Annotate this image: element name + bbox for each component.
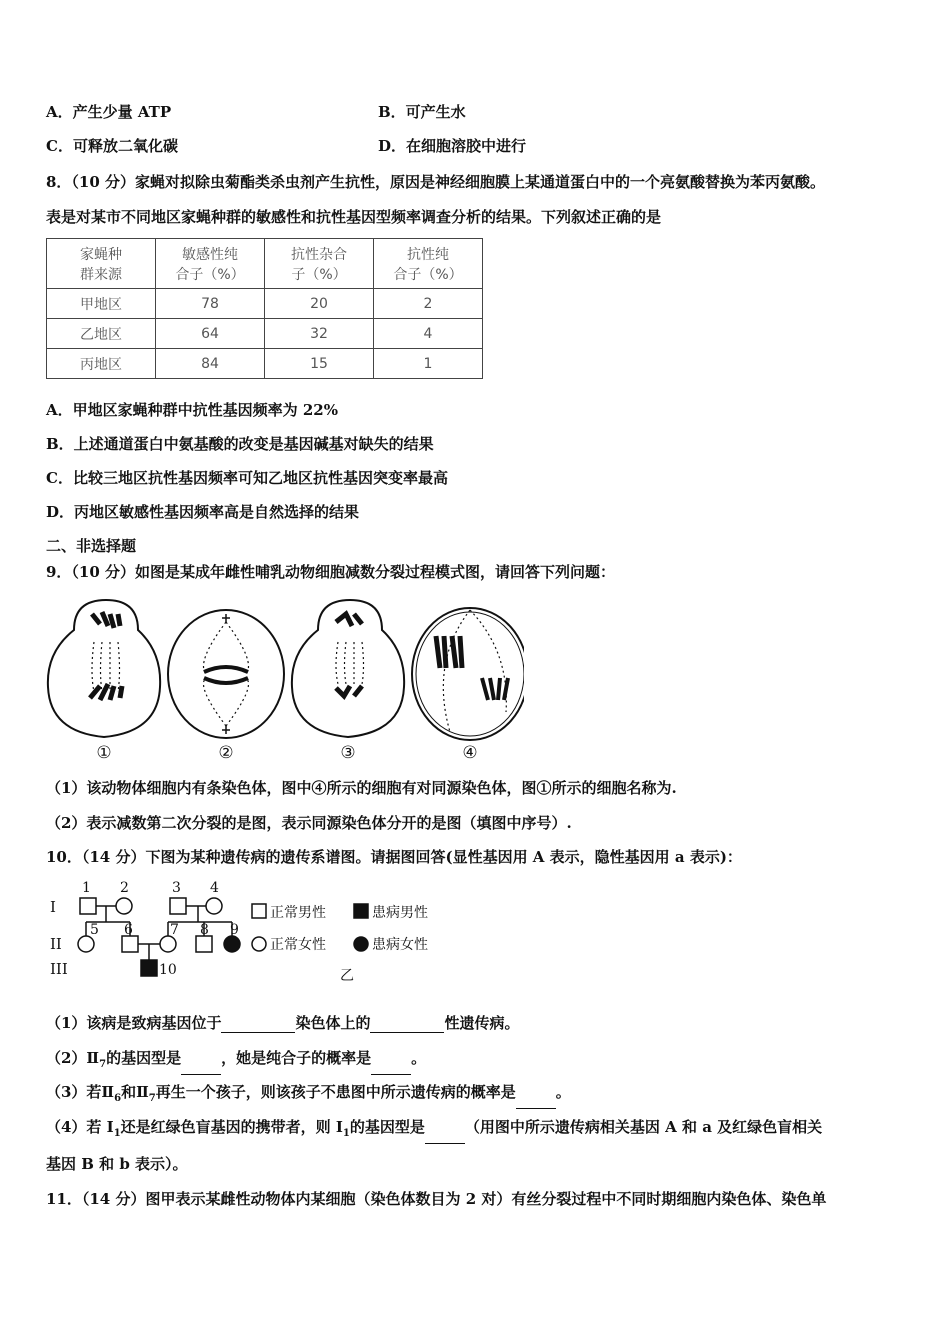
- table-cell: 乙地区: [47, 319, 156, 349]
- q9-sub2: （2）表示减数第二次分裂的是图，表示同源染色体分开的是图（填图中序号）.: [46, 814, 572, 832]
- q10-sub3: （3）若$Ⅱ_6$和$Ⅱ_7$再生一个孩子，则该孩子不患图中所示遗传病的概率是 。: [46, 1082, 571, 1109]
- q10-stem: 10．（14 分）下图为某种遗传病的遗传系谱图。请据图回答(显性基因用 A 表示，隐性基因用 a 表示)：: [46, 848, 742, 866]
- table-row: [47, 289, 483, 319]
- q10-sub4-line2: 基因 B 和 b 表示）。: [46, 1155, 188, 1173]
- q10-sub4-line1: （4）若 $I_1$还是红绿色盲基因的携带者，则 $I_1$的基因型是 （用图中所示遗传病相关基因 A 和 a 及红绿色盲相关: [46, 1117, 822, 1144]
- individual-1: 1: [82, 880, 91, 896]
- table-header-sensitive: 敏感性纯 合子（%）: [156, 239, 265, 289]
- q7-option-b: B．可产生水: [378, 103, 466, 121]
- section-heading: 二、非选择题: [46, 537, 137, 555]
- table-cell: 甲地区: [47, 289, 156, 319]
- cell-label-3: ③: [340, 743, 356, 763]
- generation-II: II: [50, 935, 62, 953]
- table-header-heterozygous: 抗性杂合 子（%）: [265, 239, 374, 289]
- q8-stem-line1: 8．（10 分）家蝇对拟除虫菊酯类杀虫剂产生抗性，原因是神经细胞膜上某通道蛋白中的一个亮氨酸替换为苯丙氨酸。: [46, 173, 826, 191]
- individual-5: 5: [90, 922, 99, 938]
- table-header-source: 家蝇种 群来源: [47, 239, 156, 289]
- q7-option-c: C．可释放二氧化碳: [46, 137, 178, 155]
- individual-3: 3: [172, 880, 181, 896]
- legend-normal-male: 正常男性: [270, 905, 326, 921]
- individual-10: 10: [159, 962, 177, 978]
- legend-normal-female: 正常女性: [270, 937, 326, 953]
- q8-option-d: D．丙地区敏感性基因频率高是自然选择的结果: [46, 503, 360, 521]
- figure-label: 乙: [340, 968, 354, 984]
- table-cell: 4: [374, 319, 483, 349]
- table-cell: 2: [374, 289, 483, 319]
- individual-6: 6: [124, 922, 133, 938]
- q11-stem: 11．（14 分）图甲表示某雌性动物体内某细胞（染色体数目为 2 对）有丝分裂过程中不同时期细胞内染色体、染色单: [46, 1190, 827, 1208]
- q8-option-c: C．比较三地区抗性基因频率可知乙地区抗性基因突变率最高: [46, 469, 448, 487]
- table-header-resistant: 抗性纯 合子（%）: [374, 239, 483, 289]
- cell-3: [292, 600, 404, 737]
- table-row: [47, 349, 483, 379]
- generation-III: III: [50, 960, 68, 978]
- individual-4: 4: [210, 880, 219, 896]
- individual-9: 9: [230, 922, 239, 938]
- cell-2: [168, 610, 284, 738]
- table-cell: 15: [265, 349, 374, 379]
- table-cell: 78: [156, 289, 265, 319]
- genotype-frequency-table: [46, 238, 483, 379]
- cell-label-2: ②: [218, 743, 234, 763]
- q10-sub1: （1）该病是致病基因位于 染色体上的 性遗传病。: [46, 1014, 520, 1032]
- individual-7: 7: [170, 922, 179, 938]
- cell-1: [48, 600, 160, 737]
- generation-I: I: [50, 898, 56, 916]
- q8-option-a: A．甲地区家蝇种群中抗性基因频率为 22%: [46, 401, 338, 419]
- q8-stem-line2: 表是对某市不同地区家蝇种群的敏感性和抗性基因型频率调查分析的结果。下列叙述正确的是: [46, 208, 662, 226]
- pedigree-chart: [44, 876, 454, 986]
- table-cell: 丙地区: [47, 349, 156, 379]
- q9-sub1: （1）该动物体细胞内有条染色体，图中④所示的细胞有对同源染色体，图①所示的细胞名称为.: [46, 779, 677, 797]
- q9-stem: 9．（10 分）如图是某成年雌性哺乳动物细胞减数分裂过程模式图，请回答下列问题：: [46, 563, 616, 581]
- table-cell: 64: [156, 319, 265, 349]
- table-cell: 20: [265, 289, 374, 319]
- cell-label-4: ④: [462, 743, 478, 763]
- q7-option-a: A．产生少量 ATP: [46, 103, 172, 121]
- q8-option-b: B．上述通道蛋白中氨基酸的改变是基因碱基对缺失的结果: [46, 435, 434, 453]
- cell-4: [412, 608, 524, 740]
- table-cell: 32: [265, 319, 374, 349]
- individual-8: 8: [200, 922, 209, 938]
- individual-2: 2: [120, 880, 129, 896]
- table-cell: 84: [156, 349, 265, 379]
- legend-affected-female: 患病女性: [372, 937, 428, 953]
- q7-option-d: D．在细胞溶胶中进行: [378, 137, 527, 155]
- q10-sub2: $(2)Ⅱ_7$的基因型是 ，她是纯合子的概率是 。: [46, 1048, 426, 1075]
- cell-label-1: ①: [96, 743, 112, 763]
- legend-affected-male: 患病男性: [372, 905, 428, 921]
- meiosis-diagram: [44, 592, 524, 764]
- table-cell: 1: [374, 349, 483, 379]
- table-row: [47, 319, 483, 349]
